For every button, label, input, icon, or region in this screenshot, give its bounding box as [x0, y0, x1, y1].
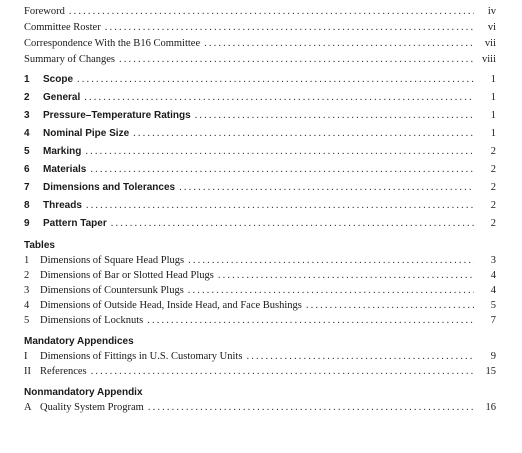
section-number: 5 — [24, 146, 30, 157]
section-title: Marking — [43, 146, 82, 157]
dot-leader — [84, 92, 474, 103]
table-number: 1 — [24, 255, 30, 266]
dot-leader — [133, 128, 474, 139]
section-page: 2 — [490, 218, 496, 229]
section-number: 9 — [24, 218, 30, 229]
dot-leader — [246, 351, 474, 362]
section-page: 2 — [490, 164, 496, 175]
table-number: 4 — [24, 300, 30, 311]
appendix-number: A — [24, 402, 32, 413]
toc-entry-title: Foreword — [24, 6, 65, 17]
section-title: Materials — [43, 164, 87, 175]
section-title: Dimensions and Tolerances — [43, 182, 176, 193]
section-page: 1 — [490, 110, 496, 121]
section-page: 2 — [490, 200, 496, 211]
section-title: Pattern Taper — [43, 218, 107, 229]
section-number: 7 — [24, 182, 30, 193]
dot-leader — [77, 74, 474, 85]
dot-leader — [119, 54, 474, 65]
dot-leader — [105, 22, 474, 33]
table-title: Dimensions of Bar or Slotted Head Plugs — [40, 270, 214, 281]
dot-leader — [195, 110, 474, 121]
tables-heading: Tables — [24, 240, 55, 251]
mandatory-appendices-heading: Mandatory Appendices — [24, 336, 134, 347]
section-title: Threads — [43, 200, 82, 211]
appendix-number: II — [24, 366, 31, 377]
toc-table-1[interactable] — [24, 255, 496, 271]
nonmandatory-appendix-heading: Nonmandatory Appendix — [24, 387, 143, 398]
appendix-page: 16 — [485, 402, 496, 413]
appendix-page: 9 — [490, 351, 496, 362]
table-title: Dimensions of Locknuts — [40, 315, 144, 326]
toc-entry-title: Summary of Changes — [24, 54, 115, 65]
appendix-title: Quality System Program — [40, 402, 144, 413]
toc-section-pressure-temperature[interactable] — [24, 110, 496, 126]
section-page: 1 — [490, 92, 496, 103]
section-title: Scope — [43, 74, 74, 85]
section-title: Nominal Pipe Size — [43, 128, 130, 139]
dot-leader — [69, 6, 474, 17]
table-title: Dimensions of Outside Head, Inside Head, and Face Bushings — [40, 300, 302, 311]
appendix-number: I — [24, 351, 28, 362]
toc-table-2[interactable] — [24, 270, 496, 286]
toc-section-nominal-pipe-size[interactable] — [24, 128, 496, 144]
table-page: 3 — [490, 255, 496, 266]
table-number: 5 — [24, 315, 30, 326]
toc-entry-title: Committee Roster — [24, 22, 101, 33]
section-page: 2 — [490, 146, 496, 157]
section-number: 3 — [24, 110, 30, 121]
section-number: 1 — [24, 74, 30, 85]
toc-section-materials[interactable] — [24, 164, 496, 180]
table-page: 4 — [490, 270, 496, 281]
section-title: General — [43, 92, 81, 103]
toc-appendix-ii[interactable] — [24, 366, 496, 382]
section-page: 2 — [490, 182, 496, 193]
toc-section-marking[interactable] — [24, 146, 496, 162]
toc-entry-foreword[interactable] — [24, 6, 496, 22]
toc-entry-page: viii — [481, 54, 496, 65]
appendix-page: 15 — [485, 366, 496, 377]
table-title: Dimensions of Countersunk Plugs — [40, 285, 184, 296]
toc-section-threads[interactable] — [24, 200, 496, 216]
dot-leader — [188, 255, 474, 266]
dot-leader — [204, 38, 474, 49]
table-number: 3 — [24, 285, 30, 296]
section-number: 2 — [24, 92, 30, 103]
toc-entry-committee-roster[interactable] — [24, 22, 496, 38]
dot-leader — [306, 300, 474, 311]
toc-entry-title: Correspondence With the B16 Committee — [24, 38, 201, 49]
toc-entry-summary-of-changes[interactable] — [24, 54, 496, 70]
dot-leader — [90, 164, 474, 175]
appendix-title: References — [40, 366, 87, 377]
section-number: 4 — [24, 128, 30, 139]
toc-appendix-a[interactable] — [24, 402, 496, 418]
section-title: Pressure–Temperature Ratings — [43, 110, 191, 121]
table-page: 7 — [490, 315, 496, 326]
appendix-title: Dimensions of Fittings in U.S. Customary Units — [40, 351, 243, 362]
toc-entry-page: vii — [484, 38, 496, 49]
dot-leader — [147, 315, 474, 326]
table-page: 5 — [490, 300, 496, 311]
table-number: 2 — [24, 270, 30, 281]
toc-section-pattern-taper[interactable] — [24, 218, 496, 234]
section-page: 1 — [490, 74, 496, 85]
toc-table-3[interactable] — [24, 285, 496, 301]
dot-leader — [188, 285, 474, 296]
toc-entry-page: iv — [487, 6, 496, 17]
toc-table-4[interactable] — [24, 300, 496, 316]
toc-appendix-i[interactable] — [24, 351, 496, 367]
dot-leader — [91, 366, 474, 377]
dot-leader — [148, 402, 474, 413]
table-title: Dimensions of Square Head Plugs — [40, 255, 185, 266]
toc-section-general[interactable] — [24, 92, 496, 108]
toc-section-scope[interactable] — [24, 74, 496, 90]
toc-entry-correspondence[interactable] — [24, 38, 496, 54]
toc-entry-page: vi — [487, 22, 496, 33]
dot-leader — [179, 182, 474, 193]
dot-leader — [218, 270, 474, 281]
dot-leader — [85, 146, 474, 157]
section-page: 1 — [490, 128, 496, 139]
toc-section-dimensions-tolerances[interactable] — [24, 182, 496, 198]
dot-leader — [86, 200, 474, 211]
table-page: 4 — [490, 285, 496, 296]
toc-table-5[interactable] — [24, 315, 496, 331]
section-number: 6 — [24, 164, 30, 175]
section-number: 8 — [24, 200, 30, 211]
dot-leader — [111, 218, 474, 229]
